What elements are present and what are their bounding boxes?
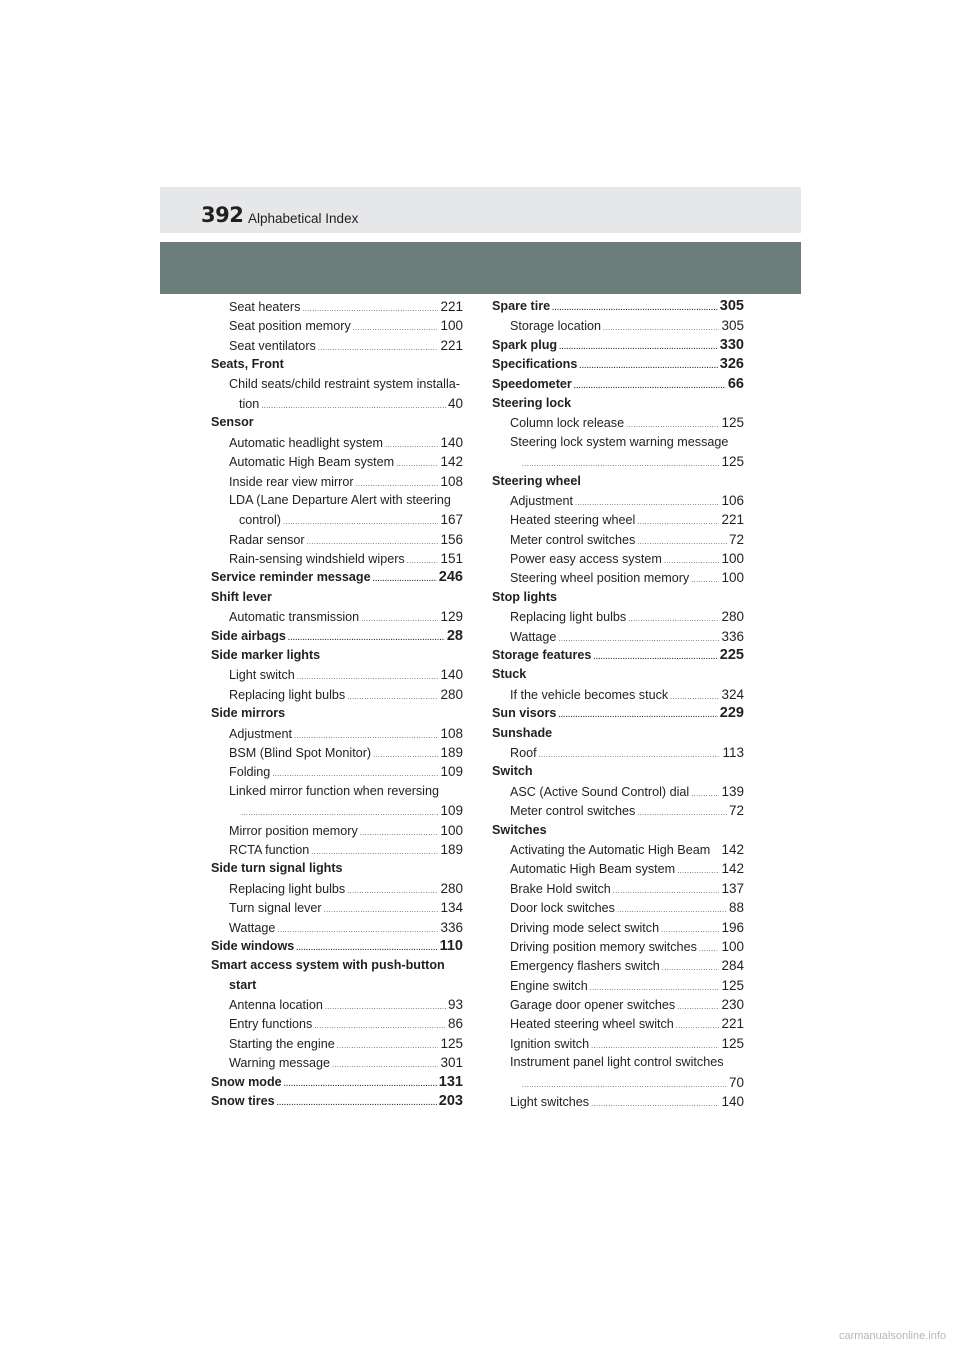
page-reference[interactable]: 129 xyxy=(440,609,463,625)
index-subentry xyxy=(492,530,744,549)
page-reference[interactable]: 142 xyxy=(721,861,744,877)
leader-dots xyxy=(277,1094,437,1113)
entry-text: Child seats/child restraint system installa- xyxy=(229,376,460,391)
page-reference[interactable]: 330 xyxy=(719,336,744,353)
index-subentry xyxy=(492,879,744,898)
entry-text: Steering wheel xyxy=(492,473,581,488)
entry-text: Switch xyxy=(492,764,533,779)
page-reference[interactable]: 326 xyxy=(719,356,744,373)
index-subentry xyxy=(492,452,744,471)
entry-text: Speedometer xyxy=(492,376,572,391)
watermark: carmanualsonline.info xyxy=(838,1330,946,1342)
page-reference[interactable]: 125 xyxy=(721,977,744,993)
entry-text: Driving mode select switch xyxy=(510,920,660,935)
page-reference[interactable]: 139 xyxy=(721,783,744,799)
index-heading xyxy=(211,1073,463,1092)
page-reference[interactable]: 93 xyxy=(447,997,463,1013)
entry-text: ASC (Active Sound Control) dial xyxy=(510,784,690,799)
entry-text: Power easy access system xyxy=(510,552,662,567)
page-reference[interactable]: 106 xyxy=(721,492,744,508)
entry-text: Meter control switches xyxy=(510,532,636,547)
index-subentry xyxy=(492,1053,744,1072)
entry-text: Seat position memory xyxy=(229,319,351,334)
leader-dots xyxy=(558,706,717,725)
entry-text: Sun visors xyxy=(492,706,557,721)
index-subentry xyxy=(211,685,463,704)
index-subentry xyxy=(211,782,463,801)
header-band xyxy=(160,242,801,294)
page-reference[interactable]: 203 xyxy=(438,1093,463,1110)
page-reference[interactable]: 125 xyxy=(721,454,744,470)
index-subentry xyxy=(211,510,463,529)
entry-text: Automatic headlight system xyxy=(229,435,383,450)
entry-text: Automatic High Beam system xyxy=(510,862,676,877)
index-subentry xyxy=(492,976,744,995)
index-heading xyxy=(492,724,744,743)
index-subentry xyxy=(492,801,744,820)
page-reference[interactable]: 142 xyxy=(440,454,463,470)
index-subentry xyxy=(492,568,744,587)
leader-dots xyxy=(591,1095,719,1114)
page-reference[interactable]: 336 xyxy=(721,628,744,644)
entry-text: Heated steering wheel xyxy=(510,513,636,528)
page-reference[interactable]: 40 xyxy=(447,395,463,411)
leader-dots xyxy=(677,862,719,881)
entry-text: Stuck xyxy=(492,667,527,682)
index-subentry xyxy=(211,336,463,355)
index-subentry xyxy=(492,1034,744,1053)
index-subentry xyxy=(211,433,463,452)
page-reference[interactable]: 108 xyxy=(440,473,463,489)
index-subentry xyxy=(211,549,463,568)
leader-dots xyxy=(283,513,438,532)
leader-dots xyxy=(373,570,437,589)
page-reference[interactable]: 305 xyxy=(719,298,744,314)
index-subentry xyxy=(211,821,463,840)
index-subentry xyxy=(211,297,463,316)
page-reference[interactable]: 70 xyxy=(728,1074,744,1090)
page-reference[interactable]: 125 xyxy=(721,415,744,431)
index-subentry xyxy=(211,375,463,394)
page-reference[interactable]: 137 xyxy=(721,880,744,896)
entry-text: Automatic High Beam system xyxy=(229,455,395,470)
entry-text: Roof xyxy=(510,745,537,760)
leader-dots xyxy=(261,397,446,416)
entry-text: Mirror position memory xyxy=(229,823,358,838)
page-reference[interactable]: 301 xyxy=(440,1055,463,1071)
index-subentry xyxy=(211,394,463,413)
page-reference[interactable]: 280 xyxy=(440,880,463,896)
index-heading xyxy=(492,297,744,316)
page-reference[interactable]: 125 xyxy=(440,1035,463,1051)
index-heading xyxy=(211,646,463,665)
page-reference[interactable]: 280 xyxy=(440,686,463,702)
index-subentry xyxy=(492,1073,744,1092)
leader-dots xyxy=(332,1056,438,1075)
entry-text: Column lock release xyxy=(510,416,625,431)
entry-text: Side mirrors xyxy=(211,706,286,721)
leader-dots xyxy=(353,319,439,338)
entry-text: Heated steering wheel switch xyxy=(510,1017,674,1032)
leader-dots xyxy=(637,513,719,532)
entry-text: Steering lock xyxy=(492,395,572,410)
index-heading xyxy=(492,646,744,665)
entry-text: Storage features xyxy=(492,648,592,663)
index-column-left xyxy=(211,297,463,1111)
entry-text: Inside rear view mirror xyxy=(229,474,354,489)
index-subentry xyxy=(211,607,463,626)
index-heading xyxy=(211,627,463,646)
entry-text: Meter control switches xyxy=(510,804,636,819)
page-reference[interactable]: 225 xyxy=(719,647,744,664)
index-heading xyxy=(211,1092,463,1111)
leader-dots xyxy=(613,882,720,901)
index-subentry xyxy=(492,491,744,510)
page-reference[interactable]: 88 xyxy=(728,900,744,916)
page-reference[interactable]: 109 xyxy=(440,764,463,780)
leader-dots xyxy=(691,571,719,590)
entry-text: BSM (Blind Spot Monitor) xyxy=(229,745,372,760)
index-heading xyxy=(211,588,463,607)
page-reference[interactable]: 100 xyxy=(721,938,744,954)
entry-text: Side airbags xyxy=(211,628,286,643)
leader-dots xyxy=(337,1037,439,1056)
index-heading xyxy=(492,704,744,723)
entry-text: Replacing light bulbs xyxy=(229,687,346,702)
entry-text: Ignition switch xyxy=(510,1036,590,1051)
page-reference[interactable]: 142 xyxy=(721,841,744,857)
entry-text: Adjustment xyxy=(229,726,292,741)
leader-dots xyxy=(574,377,726,396)
index-subentry xyxy=(211,743,463,762)
entry-text: Storage location xyxy=(510,319,602,334)
entry-text: Snow tires xyxy=(211,1094,275,1109)
page-reference[interactable]: 230 xyxy=(721,997,744,1013)
page-reference[interactable]: 221 xyxy=(440,299,463,314)
entry-text: Seat heaters xyxy=(229,300,301,314)
index-heading xyxy=(211,568,463,587)
entry-text: Linked mirror function when reversing xyxy=(229,783,439,798)
page-reference[interactable]: 110 xyxy=(439,937,463,954)
index-heading xyxy=(492,394,744,413)
entry-text: Activating the Automatic High Beam xyxy=(510,842,711,857)
index-subentry xyxy=(492,1014,744,1033)
index-heading xyxy=(492,665,744,684)
leader-dots xyxy=(318,339,439,358)
index-subentry xyxy=(492,859,744,878)
page-reference[interactable]: 140 xyxy=(440,667,463,683)
index-subentry xyxy=(211,491,463,510)
page-reference[interactable]: 140 xyxy=(440,434,463,450)
index-subentry xyxy=(492,510,744,529)
page-reference[interactable]: 167 xyxy=(440,512,463,528)
index-subentry xyxy=(492,316,744,335)
page-reference[interactable]: 86 xyxy=(447,1016,463,1032)
index-subentry xyxy=(211,1053,463,1072)
index-subentry xyxy=(492,937,744,956)
page-reference[interactable]: 134 xyxy=(440,900,463,916)
leader-dots xyxy=(347,882,438,901)
entry-text: Garage door opener switches xyxy=(510,998,676,1013)
leader-dots xyxy=(539,746,721,765)
entry-text: Replacing light bulbs xyxy=(229,881,346,896)
page-reference[interactable]: 100 xyxy=(440,822,463,838)
entry-text: Sunshade xyxy=(492,725,553,740)
entry-text: Entry functions xyxy=(229,1017,313,1032)
index-subentry xyxy=(492,1092,744,1111)
entry-text: Rain-sensing windshield wipers xyxy=(229,552,405,567)
leader-dots xyxy=(552,299,718,318)
entry-text: Replacing light bulbs xyxy=(510,610,627,625)
entry-text: Wattage xyxy=(229,920,276,935)
entry-text: Folding xyxy=(229,765,271,780)
index-subentry xyxy=(211,530,463,549)
index-subentry xyxy=(211,724,463,743)
entry-text: Seats, Front xyxy=(211,357,284,372)
entry-text: Driving position memory switches xyxy=(510,939,697,954)
page-reference[interactable]: 246 xyxy=(438,569,463,586)
index-subentry xyxy=(492,898,744,917)
page-reference[interactable]: 140 xyxy=(721,1094,744,1110)
page-reference[interactable]: 221 xyxy=(440,337,463,353)
leader-dots xyxy=(593,648,717,667)
leader-dots xyxy=(347,688,438,707)
index-subentry xyxy=(211,1034,463,1053)
page-reference[interactable]: 109 xyxy=(440,803,463,819)
leader-dots xyxy=(396,455,438,474)
entry-text: Sensor xyxy=(211,415,254,430)
entry-text: Side turn signal lights xyxy=(211,861,343,876)
leader-dots xyxy=(676,1017,720,1036)
index-subentry xyxy=(492,995,744,1014)
index-subentry xyxy=(211,665,463,684)
leader-dots xyxy=(637,804,727,823)
leader-dots xyxy=(325,998,446,1017)
index-subentry xyxy=(492,840,744,859)
index-heading xyxy=(492,375,744,394)
entry-text: Steering wheel position memory xyxy=(510,571,690,586)
entry-text: Spark plug xyxy=(492,337,558,352)
entry-text: Snow mode xyxy=(211,1074,282,1089)
entry-text: Specifications xyxy=(492,357,578,372)
entry-text: Light switch xyxy=(229,668,295,683)
entry-text: Door lock switches xyxy=(510,901,615,916)
page-reference[interactable]: 100 xyxy=(721,570,744,586)
entry-text: Seat ventilators xyxy=(229,338,316,353)
page-reference[interactable]: 100 xyxy=(440,318,463,334)
entry-text: Smart access system with push-button xyxy=(211,958,445,973)
page-reference[interactable]: 66 xyxy=(727,375,744,392)
index-subentry xyxy=(492,607,744,626)
index-column-right xyxy=(492,297,744,1111)
index-subentry xyxy=(211,801,463,820)
entry-text: Automatic transmission xyxy=(229,610,360,625)
page-reference[interactable]: 305 xyxy=(721,318,744,334)
index-subentry xyxy=(492,627,744,646)
index-subentry xyxy=(211,898,463,917)
page-reference[interactable]: 284 xyxy=(721,958,744,974)
section-title: Alphabetical Index xyxy=(248,211,359,226)
leader-dots xyxy=(628,610,719,629)
index-subentry xyxy=(492,549,744,568)
leader-dots xyxy=(361,610,438,629)
page-reference[interactable]: 196 xyxy=(721,919,744,935)
leader-dots xyxy=(699,940,720,959)
index-subentry xyxy=(211,316,463,335)
page-reference[interactable]: 125 xyxy=(721,1035,744,1051)
index-subentry xyxy=(492,956,744,975)
leader-dots xyxy=(559,338,718,357)
index-subentry xyxy=(211,918,463,937)
entry-text: Side marker lights xyxy=(211,648,321,663)
index-subentry xyxy=(492,743,744,762)
entry-text: Radar sensor xyxy=(229,532,305,547)
index-heading xyxy=(492,355,744,374)
page-reference[interactable]: 324 xyxy=(721,686,744,702)
leader-dots xyxy=(373,746,438,765)
leader-dots xyxy=(277,921,438,940)
leader-dots xyxy=(360,824,439,843)
page-reference[interactable]: 221 xyxy=(721,1016,744,1032)
leader-dots xyxy=(662,959,720,978)
entry-text: Spare tire xyxy=(492,299,551,313)
page-reference[interactable]: 151 xyxy=(440,551,463,567)
leader-dots xyxy=(691,785,719,804)
page-reference[interactable]: 221 xyxy=(721,512,744,528)
index-subentry xyxy=(492,413,744,432)
page-reference[interactable]: 108 xyxy=(440,725,463,741)
entry-text: LDA (Lane Departure Alert with steering xyxy=(229,492,451,507)
page-reference[interactable]: 229 xyxy=(719,705,744,722)
entry-text: Switches xyxy=(492,822,547,837)
page-reference[interactable]: 72 xyxy=(728,531,744,547)
page-reference[interactable]: 156 xyxy=(440,531,463,547)
entry-text: Starting the engine xyxy=(229,1036,335,1051)
page-reference[interactable]: 131 xyxy=(438,1073,463,1090)
index-subentry xyxy=(211,1014,463,1033)
index-subentry xyxy=(211,995,463,1014)
index-heading xyxy=(492,336,744,355)
index-subentry xyxy=(492,918,744,937)
page-reference[interactable]: 189 xyxy=(440,744,463,760)
page-reference[interactable]: 72 xyxy=(728,803,744,819)
leader-dots xyxy=(677,998,719,1017)
leader-dots xyxy=(407,552,439,571)
entry-text: Brake Hold switch xyxy=(510,881,611,896)
entry-text: Turn signal lever xyxy=(229,901,322,916)
entry-text: Shift lever xyxy=(211,589,272,604)
entry-text: control) xyxy=(239,513,281,528)
page-reference[interactable]: 189 xyxy=(440,841,463,857)
entry-text: Antenna location xyxy=(229,998,323,1013)
index-subentry xyxy=(211,472,463,491)
leader-dots xyxy=(284,1075,437,1094)
index-subentry xyxy=(211,840,463,859)
index-subentry xyxy=(492,685,744,704)
leader-dots xyxy=(324,901,439,920)
entry-text: Emergency flashers switch xyxy=(510,959,660,974)
entry-text: Stop lights xyxy=(492,589,558,604)
entry-text: Instrument panel light control switches xyxy=(510,1055,724,1070)
entry-text: Service reminder message xyxy=(211,570,371,585)
leader-dots xyxy=(579,357,717,376)
page-number: 392 xyxy=(201,203,244,227)
entry-text: Wattage xyxy=(510,629,557,644)
entry-text: RCTA function xyxy=(229,842,310,857)
leader-dots xyxy=(670,688,719,707)
index-subentry xyxy=(492,782,744,801)
page-reference[interactable]: 28 xyxy=(446,627,463,644)
page-reference[interactable]: 336 xyxy=(440,919,463,935)
entry-text: start xyxy=(229,977,257,992)
index-subentry xyxy=(211,452,463,471)
page-reference[interactable]: 280 xyxy=(721,609,744,625)
leader-dots xyxy=(603,319,719,338)
index-subentry xyxy=(211,879,463,898)
entry-text: Warning message xyxy=(229,1056,331,1071)
index-heading xyxy=(211,956,463,975)
entry-text: Side windows xyxy=(211,938,295,953)
entry-text: Engine switch xyxy=(510,978,588,993)
page-reference[interactable]: 113 xyxy=(722,744,744,760)
index-heading xyxy=(211,976,463,995)
entry-text: If the vehicle becomes stuck xyxy=(510,687,669,702)
entry-text: tion xyxy=(239,396,260,411)
entry-text: Steering lock system warning message xyxy=(510,434,729,449)
page-reference[interactable]: 100 xyxy=(721,551,744,567)
entry-text: Adjustment xyxy=(510,493,573,508)
index-heading xyxy=(211,937,463,956)
index-subentry xyxy=(211,762,463,781)
index-subentry xyxy=(492,433,744,452)
entry-text: Light switches xyxy=(510,1095,590,1110)
